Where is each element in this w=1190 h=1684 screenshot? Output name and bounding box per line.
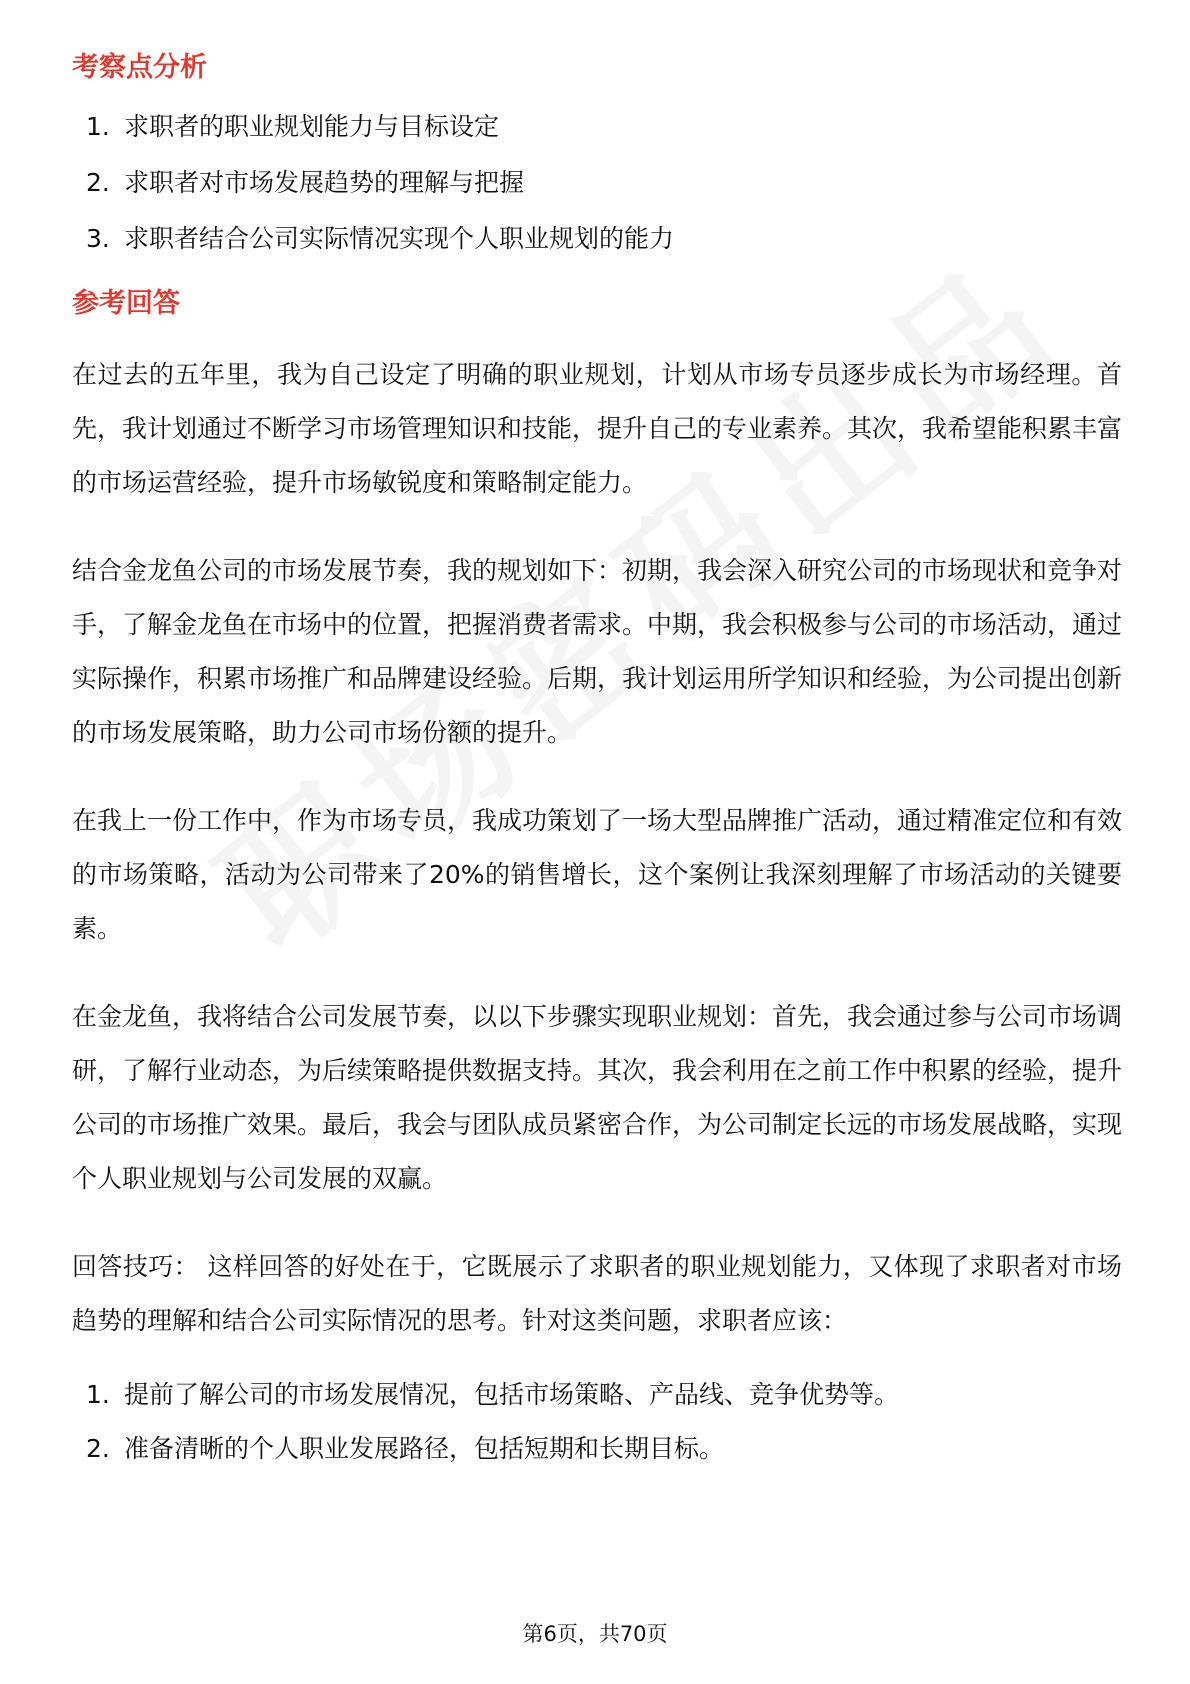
list-item-number: 2.	[86, 1434, 110, 1463]
list-item-text: 提前了解公司的市场发展情况，包括市场策略、产品线、竞争优势等。	[124, 1380, 900, 1409]
list-item-number: 1.	[86, 1380, 110, 1409]
answer-tips-list	[72, 1378, 1122, 1466]
answer-heading: 参考回答	[72, 288, 180, 319]
list-item-text: 求职者的职业规划能力与目标设定	[124, 112, 500, 141]
answer-tips-intro: 回答技巧： 这样回答的好处在于，它既展示了求职者的职业规划能力，又体现了求职者对市场趋势的理解和结合公司实际情况的思考。针对这类问题，求职者应该：	[72, 1252, 1122, 1335]
list-item	[72, 222, 1122, 256]
list-item-text: 准备清晰的个人职业发展路径，包括短期和长期目标。	[124, 1434, 725, 1463]
page-number: 第6页，共70页	[522, 1622, 668, 1646]
answer-paragraph: 结合金龙鱼公司的市场发展节奏，我的规划如下：初期，我会深入研究公司的市场现状和竞争对手，了解金龙鱼在市场中的位置，把握消费者需求。中期，我会积极参与公司的市场活动，通过实际操作，积累市场推广和品牌建设经验。后期，我计划运用所学知识和经验，为公司提出创新的市场发展策略，助力公司市场份额的提升。	[72, 556, 1123, 747]
list-item-number: 2.	[86, 168, 110, 197]
list-item	[72, 110, 1122, 144]
list-item	[72, 1378, 1122, 1412]
list-item-text: 求职者结合公司实际情况实现个人职业规划的能力	[124, 224, 675, 253]
list-item	[72, 166, 1122, 200]
answer-paragraph: 在我上一份工作中，作为市场专员，我成功策划了一场大型品牌推广活动，通过精准定位和有效的市场策略，活动为公司带来了20%的销售增长，这个案例让我深刻理解了市场活动的关键要素。	[72, 806, 1123, 943]
list-item-number: 1.	[86, 112, 110, 141]
answer-paragraph: 在金龙鱼，我将结合公司发展节奏，以以下步骤实现职业规划：首先，我会通过参与公司市场调研，了解行业动态，为后续策略提供数据支持。其次，我会利用在之前工作中积累的经验，提升公司的市场推广效果。最后，我会与团队成员紧密合作，为公司制定长远的市场发展战略，实现个人职业规划与公司发展的双赢。	[72, 1002, 1123, 1193]
document-body	[72, 50, 1122, 1486]
list-item-text: 求职者对市场发展趋势的理解与把握	[124, 168, 525, 197]
analysis-heading: 考察点分析	[72, 52, 207, 83]
answer-paragraph: 在过去的五年里，我为自己设定了明确的职业规划，计划从市场专员逐步成长为市场经理。首先，我计划通过不断学习市场管理知识和技能，提升自己的专业素养。其次，我希望能积累丰富的市场运营经验，提升市场敏锐度和策略制定能力。	[72, 360, 1123, 497]
list-item-number: 3.	[86, 224, 110, 253]
list-item	[72, 1432, 1122, 1466]
analysis-points-list	[72, 110, 1122, 256]
